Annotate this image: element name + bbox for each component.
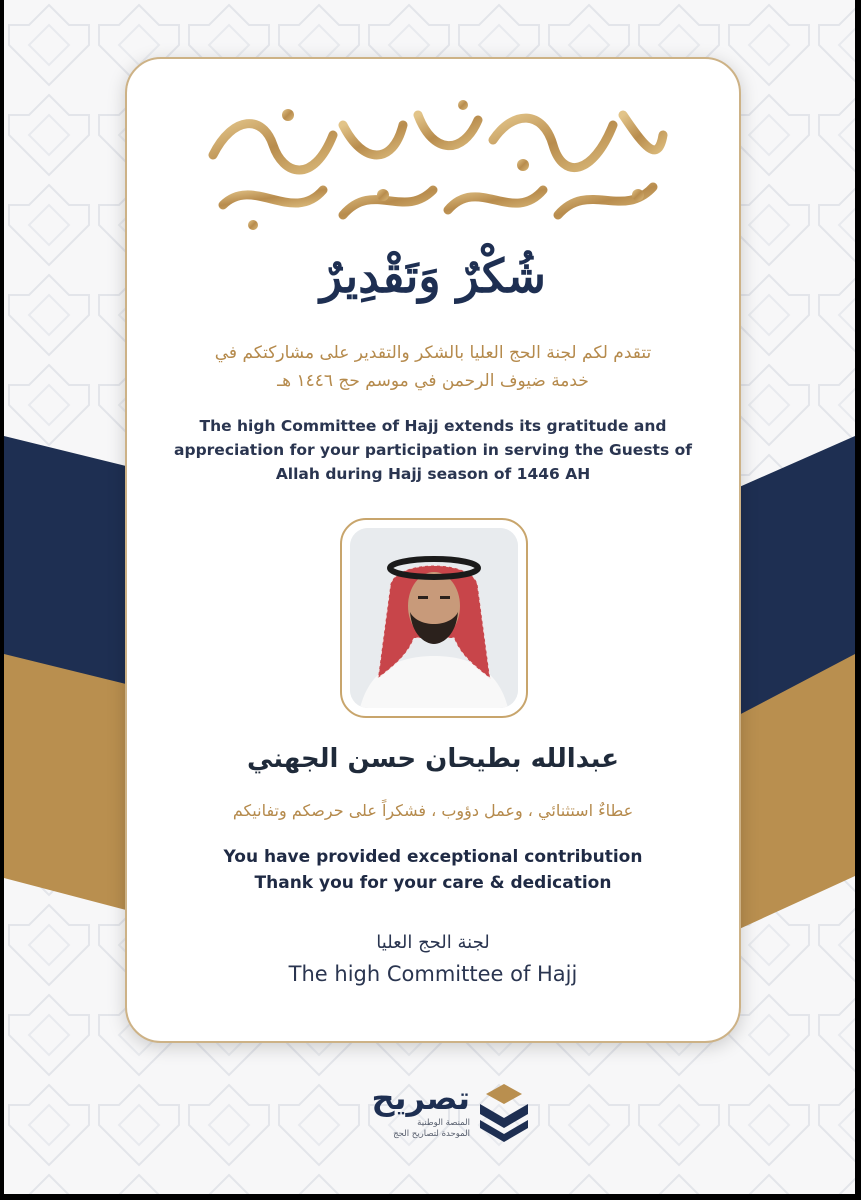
person-portrait-icon	[350, 528, 518, 708]
intro-arabic-line2: خدمة ضيوف الرحمن في موسم حج ١٤٤٦ هـ	[277, 371, 589, 391]
logo-subtitle-line1: المنصة الوطنية	[417, 1118, 470, 1128]
left-navy-band	[4, 436, 126, 690]
calligraphy-ornament	[193, 95, 673, 235]
thanks-english	[157, 844, 709, 896]
intro-english	[157, 414, 709, 486]
logo-text	[334, 1078, 470, 1140]
committee-arabic: لجنة الحج العليا	[376, 932, 490, 953]
recipient-name: عبدالله بطيحان حسن الجهني	[246, 744, 620, 774]
tasreeh-logo	[334, 1078, 534, 1150]
intro-arabic-line1: تتقدم لكم لجنة الحج العليا بالشكر والتقدير على مشاركتكم في	[214, 343, 652, 363]
certificate-title: شُكْرٌ وَتَقْدِيرٌ	[320, 249, 546, 303]
intro-arabic	[167, 339, 699, 395]
certificate-page	[4, 0, 855, 1194]
intro-english-line2: appreciation for your participation in serving the Guests of	[174, 441, 692, 459]
kaaba-chevron-icon	[476, 1082, 532, 1142]
intro-english-line3: Allah during Hajj season of 1446 AH	[275, 465, 591, 483]
thanks-english-line2: Thank you for your care & dedication	[254, 873, 612, 893]
committee-english: The high Committee of Hajj	[288, 962, 578, 986]
logo-subtitle-line2: الموحدة لتصاريح الحج	[393, 1129, 470, 1139]
logo-name: تصريح	[371, 1079, 470, 1117]
photo-frame	[340, 518, 528, 718]
thanks-english-line1: You have provided exceptional contribution	[223, 847, 643, 867]
certificate-card	[125, 57, 741, 1043]
intro-english-line1: The high Committee of Hajj extends its gratitude and	[199, 417, 667, 435]
thanks-arabic: عطاءٌ استثنائي ، وعمل دؤوب ، فشكراً على حرصكم وتفانيكم	[232, 801, 634, 820]
left-gold-band	[4, 654, 126, 910]
recipient-photo	[350, 528, 518, 708]
